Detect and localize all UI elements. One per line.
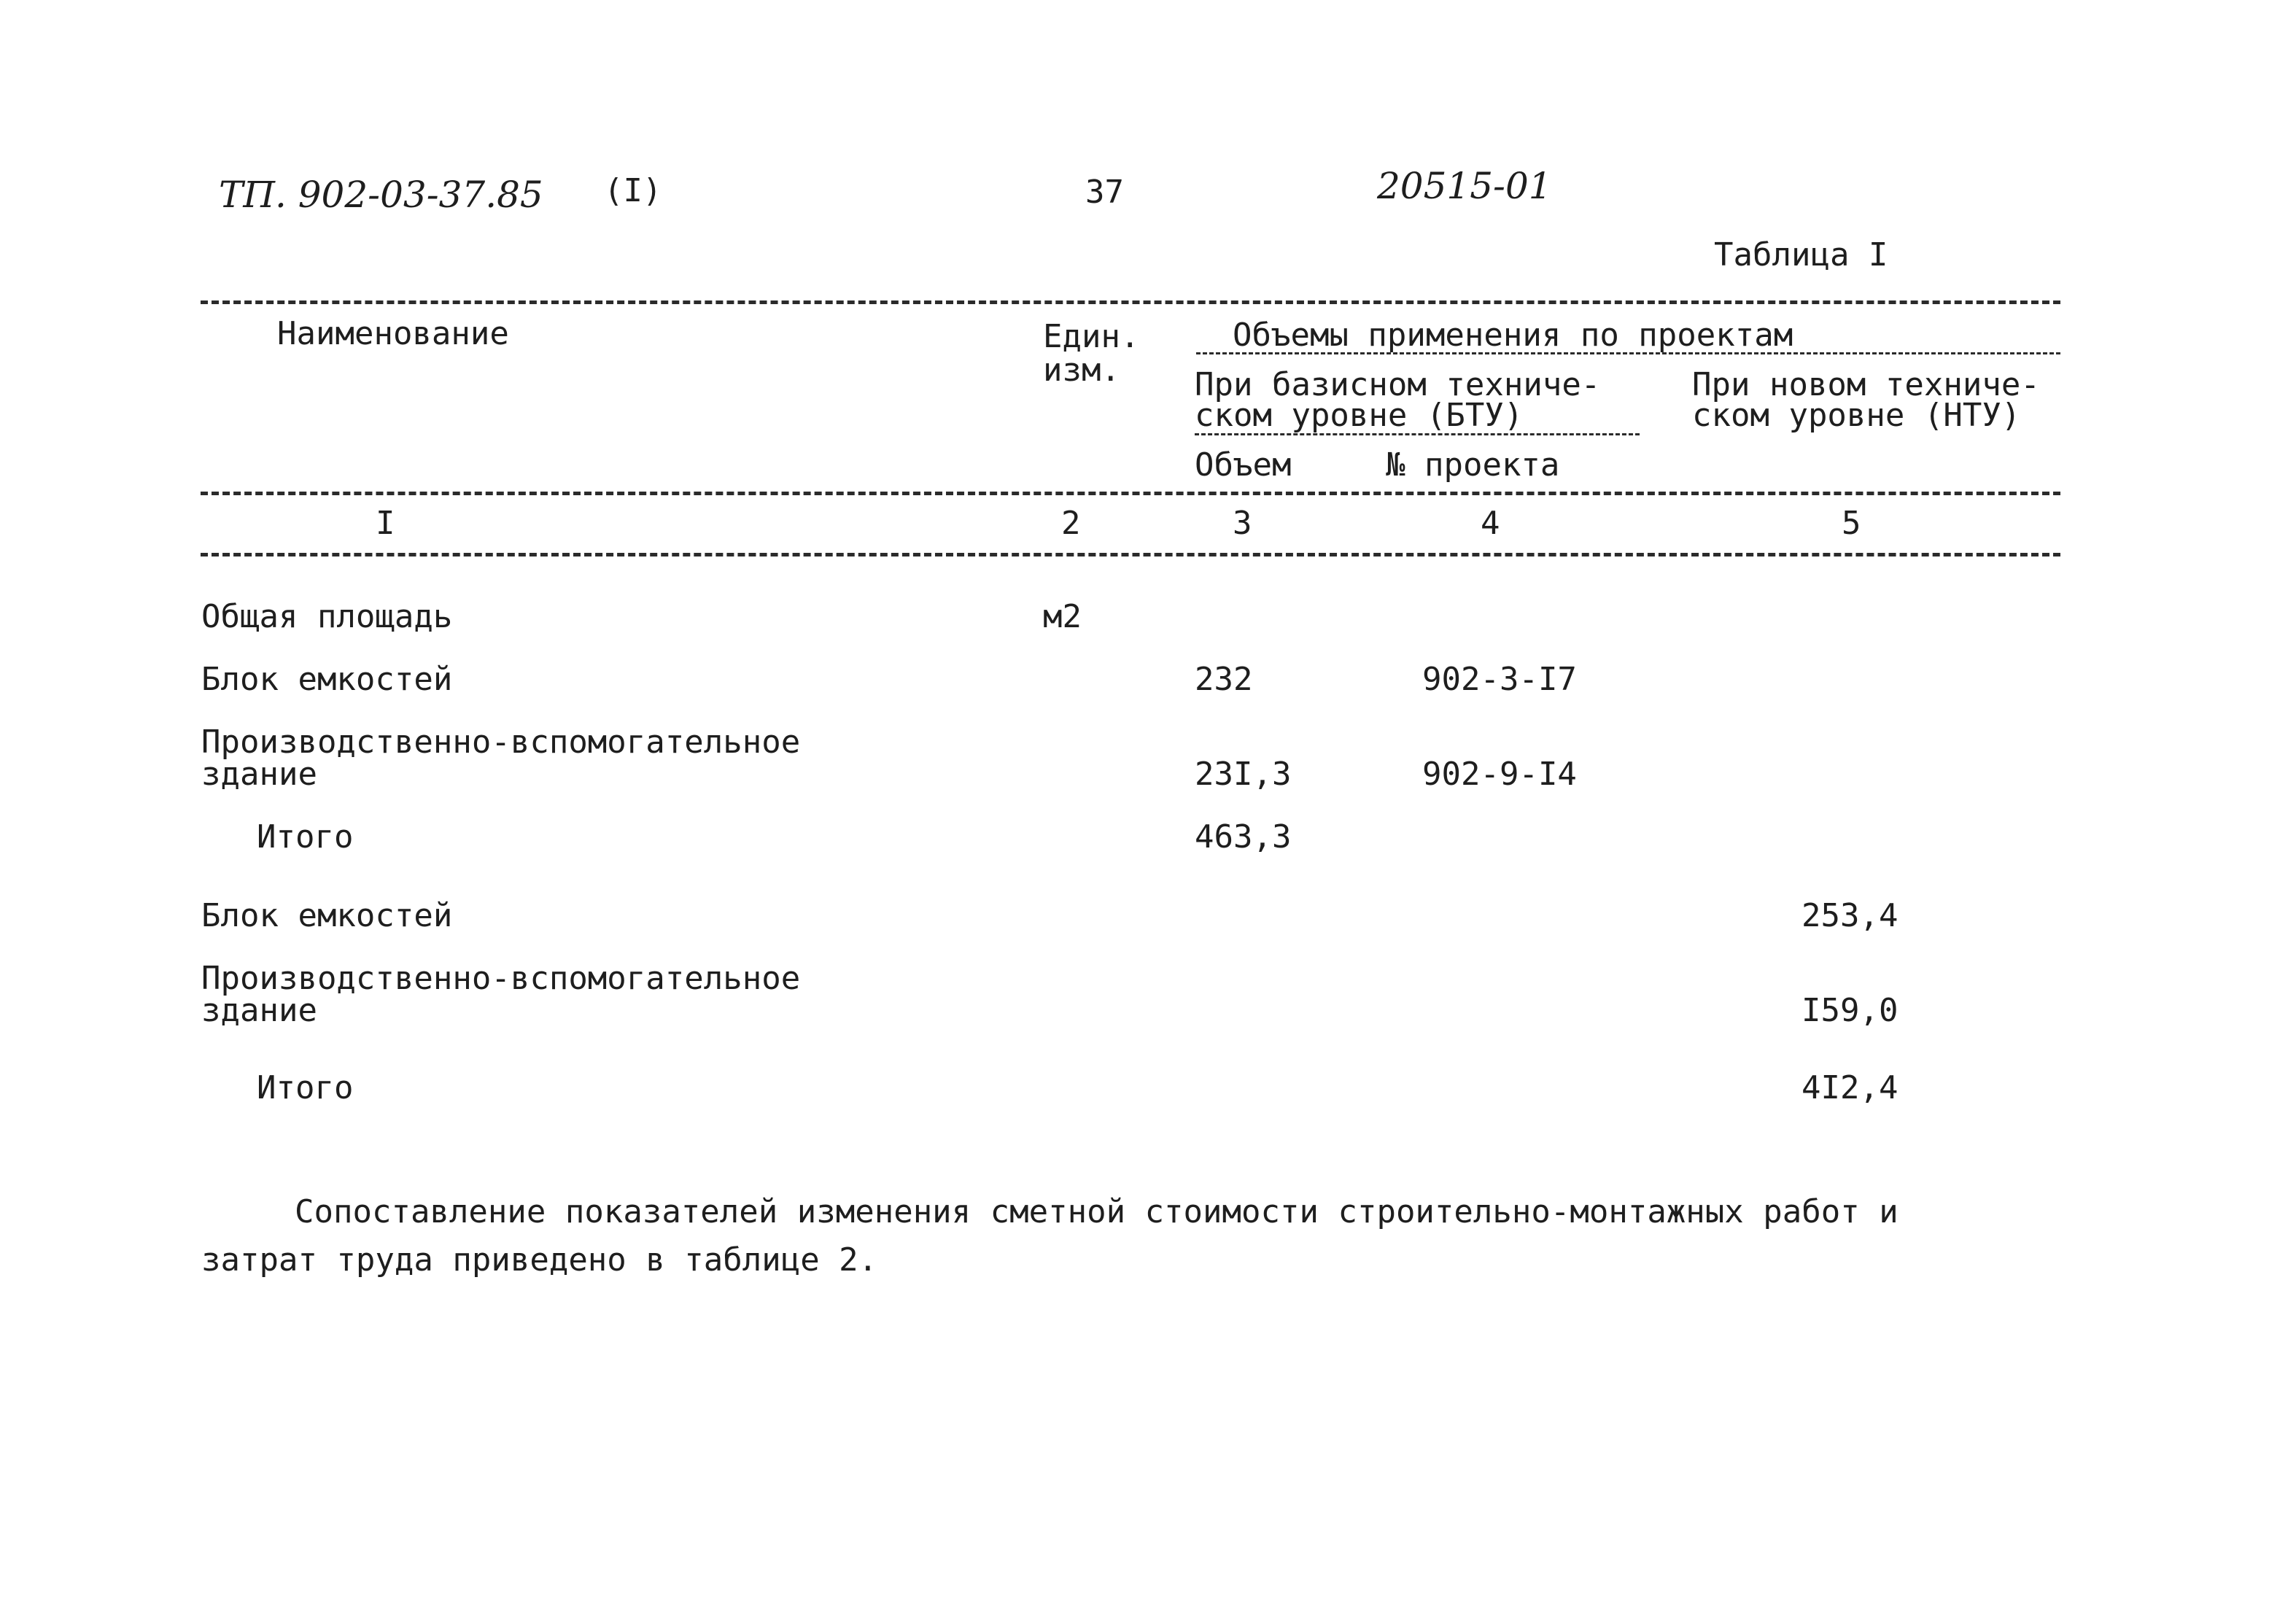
row-5-ntu: 253,4 [1801, 897, 1899, 934]
header-volume: Объем [1195, 446, 1292, 484]
document-code: ТП. 902-03-37.85 [219, 174, 543, 216]
header-btu-line2: ском уровне (БТУ) [1195, 397, 1524, 434]
footer-paragraph-line1: Сопоставление показателей изменения сметной стоимости строительно-монтажных работ и [295, 1193, 1899, 1230]
header-volumes: Объемы применения по проектам [1233, 317, 1793, 354]
col-number-5: 5 [1842, 505, 1861, 542]
volumes-underline [1196, 352, 2060, 354]
page-number: 37 [1085, 174, 1124, 211]
header-unit-line1: Един. [1043, 318, 1140, 355]
row-4-total-label: Итого [257, 818, 354, 856]
column-numbers-rule [201, 553, 2060, 556]
table-top-rule [201, 300, 2060, 304]
row-2-project: 902-3-I7 [1422, 661, 1577, 698]
row-1-name: Общая площадь [201, 598, 453, 635]
header-ntu-line2: ском уровне (НТУ) [1692, 397, 2021, 434]
col-number-1: I [376, 505, 395, 542]
col-number-3: 3 [1233, 505, 1252, 542]
row-5-name: Блок емкостей [201, 897, 453, 934]
row-3-volume: 23I,3 [1195, 756, 1292, 793]
inventory-number: 20515-01 [1377, 165, 1552, 207]
header-unit-line2: изм. [1043, 352, 1120, 389]
row-6-name-line2: здание [201, 992, 317, 1029]
row-6-ntu: I59,0 [1801, 992, 1899, 1029]
header-ntu-line1: При новом техниче- [1692, 366, 2040, 403]
row-4-total-volume: 463,3 [1195, 818, 1292, 856]
col-number-4: 4 [1481, 505, 1500, 542]
footer-paragraph-line2: затрат труда приведено в таблице 2. [201, 1241, 878, 1279]
col-number-2: 2 [1061, 505, 1081, 542]
row-6-name-line1: Производственно-вспомогательное [201, 960, 801, 997]
row-2-name: Блок емкостей [201, 661, 453, 698]
document-part: (I) [604, 172, 662, 209]
row-3-name-line1: Производственно-вспомогательное [201, 724, 801, 761]
table-caption: Таблица I [1714, 236, 1888, 274]
header-name: Наименование [277, 315, 509, 352]
header-btu-line1: При базисном техниче- [1195, 366, 1601, 403]
row-7-total-ntu: 4I2,4 [1801, 1069, 1899, 1106]
header-project-no: № проекта [1386, 446, 1560, 484]
row-3-name-line2: здание [201, 756, 317, 793]
header-bottom-rule [201, 492, 2060, 495]
row-2-volume: 232 [1195, 661, 1253, 698]
row-3-project: 902-9-I4 [1422, 756, 1577, 793]
row-7-total-label: Итого [257, 1069, 354, 1106]
btu-underline [1195, 433, 1640, 435]
row-1-unit: м2 [1043, 598, 1082, 635]
